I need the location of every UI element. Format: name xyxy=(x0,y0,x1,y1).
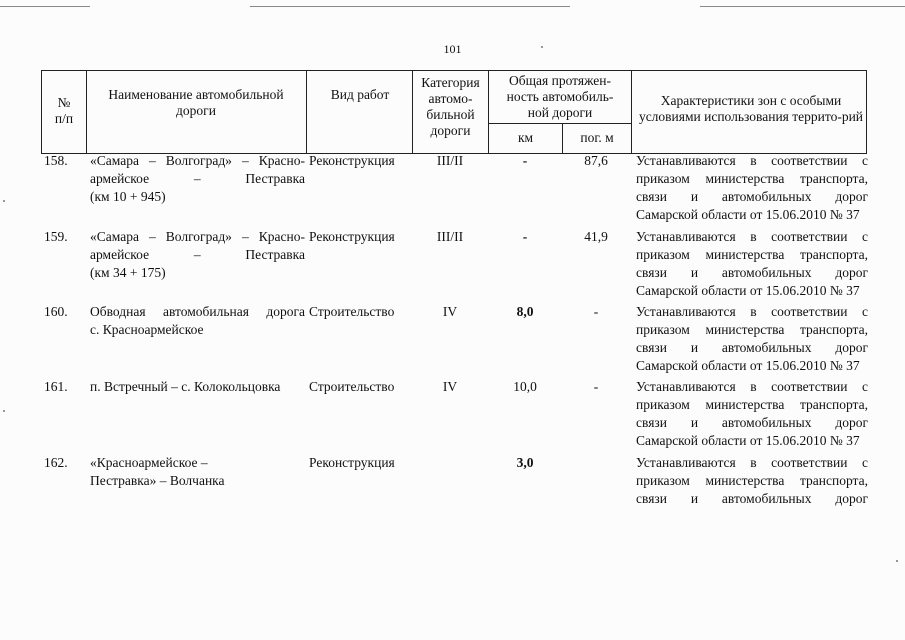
header-divider xyxy=(631,71,632,153)
row-number: 160. xyxy=(44,304,68,319)
road-category: III/II xyxy=(436,229,464,244)
header-divider xyxy=(488,123,631,124)
row-number: 159. xyxy=(44,229,68,244)
scan-speck xyxy=(896,560,898,562)
road-name xyxy=(90,303,305,339)
table-header xyxy=(41,70,867,154)
road-name xyxy=(90,152,305,206)
header-length: Общая протяжен- ность автомобиль- ной дороги xyxy=(506,73,614,120)
row-number: 162. xyxy=(44,455,68,470)
header-divider xyxy=(86,71,87,153)
zone-characteristics: Устанавливаются в соответствии с приказом министерства транспорта, связи и автомобильных дорог Самарской области от 15.06.2010 № 37 xyxy=(636,304,868,373)
row-number: 158. xyxy=(44,153,68,168)
header-work: Вид работ xyxy=(330,87,390,102)
work-type: Строительство xyxy=(309,304,395,319)
length-km: 8,0 xyxy=(516,304,534,319)
length-pog-m: - xyxy=(593,379,599,394)
road-name-line: «Красноармейское – xyxy=(90,455,208,470)
header-km: км xyxy=(517,130,534,145)
road-name xyxy=(90,378,305,396)
length-km: 3,0 xyxy=(516,455,534,470)
zone-characteristics: Устанавливаются в соответствии с приказом министерства транспорта, связи и автомобильных дорог xyxy=(636,455,868,506)
work-type: Реконструкция xyxy=(309,455,395,470)
length-km: - xyxy=(522,229,528,244)
scan-speck xyxy=(3,200,5,202)
work-type: Строительство xyxy=(309,379,395,394)
length-pog-m: 41,9 xyxy=(584,229,608,244)
length-pog-m: - xyxy=(593,304,599,319)
zone-characteristics: Устанавливаются в соответствии с приказом министерства транспорта, связи и автомобильных дорог Самарской области от 15.06.2010 № 37 xyxy=(636,379,868,448)
road-name-line: «Самара – Волгоград» – Красно- xyxy=(90,153,305,168)
zone-characteristics: Устанавливаются в соответствии с приказом министерства транспорта, связи и автомобильных дорог Самарской области от 15.06.2010 № 37 xyxy=(636,229,868,298)
header-pog-m: пог. м xyxy=(580,130,614,145)
road-category: III/II xyxy=(436,153,464,168)
header-num: № п/п xyxy=(54,95,74,126)
road-name-line: (км 10 + 945) xyxy=(90,189,166,204)
road-name xyxy=(90,454,305,490)
zone-characteristics: Устанавливаются в соответствии с приказом министерства транспорта, связи и автомобильных дорог Самарской области от 15.06.2010 № 37 xyxy=(636,153,868,222)
header-category: Категория автомо- бильной дороги xyxy=(421,75,480,138)
scan-line xyxy=(0,6,90,7)
header-name: Наименование автомобильной дороги xyxy=(108,87,284,118)
work-type: Реконструкция xyxy=(309,153,395,168)
length-pog-m: 87,6 xyxy=(584,153,608,168)
scan-speck xyxy=(3,410,5,412)
page-number: 101 xyxy=(443,42,462,56)
work-type: Реконструкция xyxy=(309,229,395,244)
scan-line xyxy=(250,6,570,7)
scan-line xyxy=(700,6,905,7)
road-category: IV xyxy=(442,304,458,319)
road-category: IV xyxy=(442,379,458,394)
road-name-line: Пестравка» – Волчанка xyxy=(90,473,225,488)
header-divider xyxy=(306,71,307,153)
header-characteristics: Характеристики зон с особыми условиями использования террито-рий xyxy=(638,93,864,124)
road-name-line: (км 34 + 175) xyxy=(90,265,166,280)
road-name xyxy=(90,228,305,282)
road-name-line: армейское – Пестравка xyxy=(90,171,305,186)
road-name-line: армейское – Пестравка xyxy=(90,247,305,262)
length-km: - xyxy=(522,153,528,168)
road-name-line: «Самара – Волгоград» – Красно- xyxy=(90,229,305,244)
road-name-line: Обводная автомобильная дорога xyxy=(90,304,305,319)
length-km: 10,0 xyxy=(513,379,537,394)
road-name-line: с. Красноармейское xyxy=(90,322,204,337)
road-name-line: п. Встречный – с. Колокольцовка xyxy=(90,379,281,394)
row-number: 161. xyxy=(44,379,68,394)
